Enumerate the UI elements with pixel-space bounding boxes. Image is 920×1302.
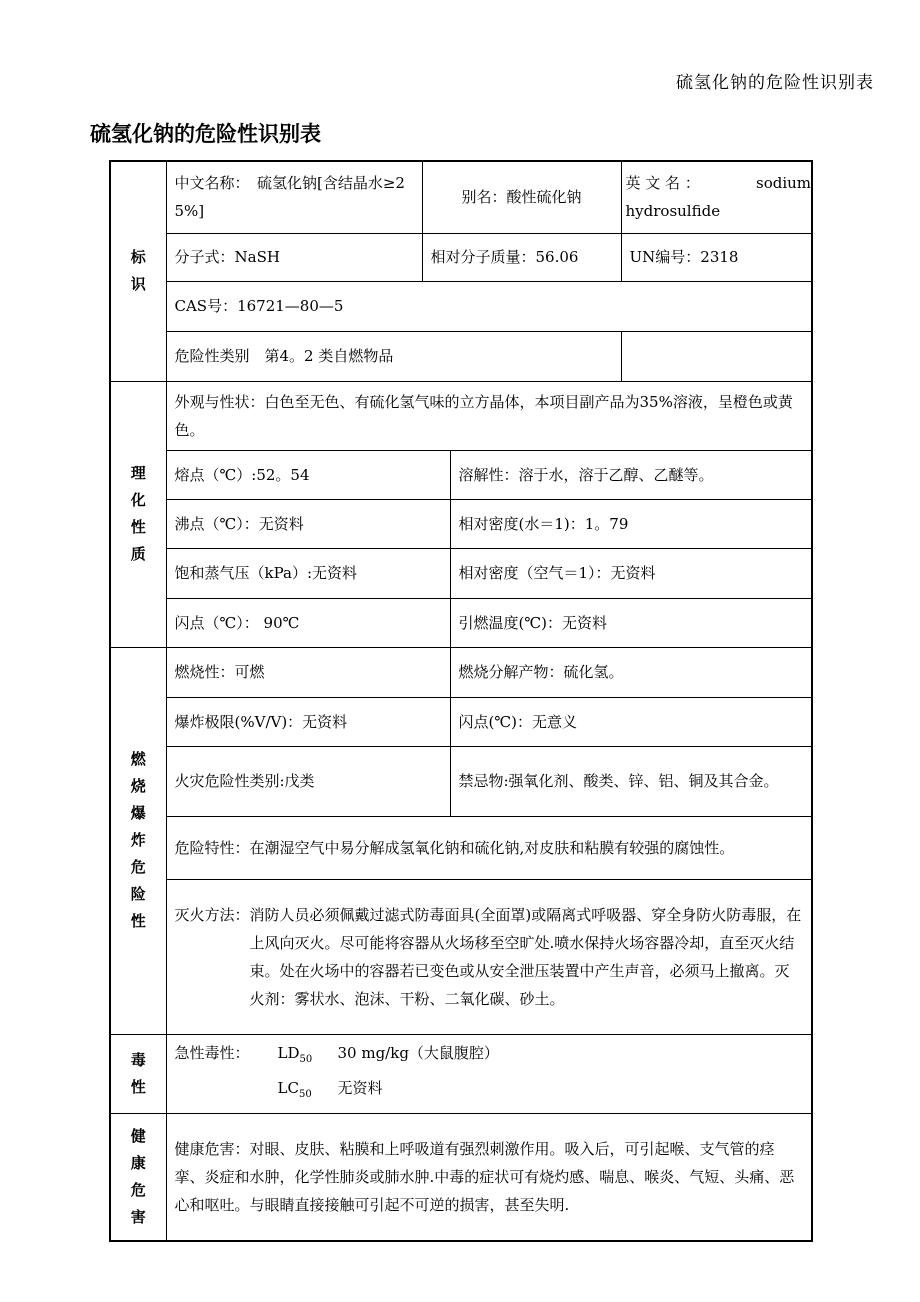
density-air-cell: 相对密度（空气＝1）：无资料 [450,548,812,598]
toxicity-ld-line [175,1039,804,1074]
ld50-code [278,1039,338,1074]
toxicity-lc-line [175,1074,804,1109]
section-toxicity [110,1034,166,1113]
hazard-characteristics [175,834,804,862]
toxicity-label: 急性毒性： [174,1043,250,1062]
cn-name-cell: 中文名称： 硫氢化钠[含结晶水≥25%] [166,161,422,233]
fire-row-3 [110,746,812,816]
melting-point-cell: 熔点（℃）:52。54 [166,450,450,499]
lc50-code [278,1074,338,1109]
physchem-row-appearance [110,381,812,450]
mol-weight-cell: 相对分子质量：56.06 [422,233,621,281]
formula-cell: 分子式：NaSH [166,233,422,281]
toxicity-row [110,1034,812,1113]
density-water-cell: 相对密度(水＝1)：1。79 [450,499,812,548]
identity-row-class [110,331,812,381]
vapor-pressure-cell: 饱和蒸气压（kPa）:无资料 [166,548,450,598]
extinguishing-text: 消防人员必须佩戴过滤式防毒面具(全面罩)或隔离式呼吸器、穿全身防火防毒服，在上风向灭火。尽可能将容器从火场移至空旷处.喷水保持火场容器冷却，直至灭火结束。处在火场中的容器若已变色或从安全泄压装置中产生声音，必须马上撤离。灭火剂：雾状水、泡沫、干粉、二氧化碳、砂土。 [249,905,802,1008]
ld50-value: 30 mg/kg（大鼠腹腔） [337,1043,499,1062]
physchem-row-2 [110,499,812,548]
section-identity [110,161,166,381]
section-identity-label: 标识 [130,248,146,294]
identity-row-names [110,161,812,233]
incompatible-cell: 禁忌物:强氧化剂、酸类、锌、铝、铜及其合金。 [450,746,812,816]
lc-main: LC [277,1078,299,1097]
toxicity-cell [166,1034,812,1113]
section-health [110,1113,166,1241]
health-row [110,1113,812,1241]
physchem-row-1 [110,450,812,499]
hazard-characteristics-text: 在潮湿空气中易分解成氢氧化钠和硫化钠,对皮肤和粘膜有较强的腐蚀性。 [249,838,735,857]
fire-row-1 [110,647,812,697]
fire-row-5 [110,879,812,1034]
section-toxicity-label: 毒性 [130,1050,146,1096]
boiling-point-cell: 沸点（℃）：无资料 [166,499,450,548]
hazard-class-cell: 危险性类别 第4。2 类自燃物品 [166,331,621,381]
alias-cell: 别名：酸性硫化钠 [422,161,621,233]
ignition-temp-cell: 引燃温度(℃)：无资料 [450,598,812,647]
un-number-cell: UN编号：2318 [621,233,812,281]
en-name-cell [621,161,812,233]
en-name-label: 英 文 名 ： [625,174,700,193]
extinguishing-method [175,901,804,1013]
physchem-row-4 [110,598,812,647]
extinguishing-label: 灭火方法： [174,905,250,924]
section-fire [110,647,166,1034]
section-health-label: 健康危害 [130,1126,146,1226]
fire-category-cell: 火灾危险性类别:戊类 [166,746,450,816]
physchem-row-3 [110,548,812,598]
en-name-value-1: sodium [756,174,812,193]
identity-row-cas [110,281,812,331]
hazard-characteristics-cell [166,816,812,879]
en-name-line [626,169,812,197]
hazard-identification-table [109,160,813,1242]
decomp-products-cell: 燃烧分解产物：硫化氢。 [450,647,812,697]
fire-row-4 [110,816,812,879]
fire-flash-point-cell: 闪点(℃)：无意义 [450,697,812,746]
ld-main: LD [277,1043,300,1062]
ld-sub: 50 [299,1053,313,1065]
section-physchem [110,381,166,647]
hazard-characteristics-label: 危险特性： [174,838,250,857]
solubility-cell: 溶解性：溶于水，溶于乙醇、乙醚等。 [450,450,812,499]
section-physchem-label: 理化性质 [130,464,146,563]
running-header: 硫氢化钠的危险性识别表 [676,73,874,93]
cas-cell: CAS号：16721—80—5 [166,281,812,331]
extinguishing-cell [166,879,812,1034]
identity-row-formula [110,233,812,281]
fire-row-2 [110,697,812,746]
appearance-cell: 外观与性状：白色至无色、有硫化氢气味的立方晶体，本项目副产品为35%溶液，呈橙色或黄色。 [166,381,812,450]
section-fire-label: 燃烧爆炸危险性 [130,750,146,930]
flash-point-cell: 闪点（℃）： 90℃ [166,598,450,647]
en-name-value-2: hydrosulfide [625,202,721,221]
health-hazard-cell: 健康危害：对眼、皮肤、粘膜和上呼吸道有强烈刺激作用。吸入后，可引起喉、支气管的痉挛、炎症和水肿，化学性肺炎或肺水肿.中毒的症状可有烧灼感、喘息、喉炎、气短、头痛、恶心和呕吐。与眼睛直接接触可引起不可逆的损害，甚至失明. [166,1113,812,1241]
explosion-limit-cell: 爆炸极限(%V/V)：无资料 [166,697,450,746]
flammability-cell: 燃烧性：可燃 [166,647,450,697]
lc50-value: 无资料 [337,1078,383,1097]
hazard-class-extra-cell [621,331,812,381]
document-title: 硫氢化钠的危险性识别表 [90,122,321,146]
lc-sub: 50 [298,1088,312,1100]
